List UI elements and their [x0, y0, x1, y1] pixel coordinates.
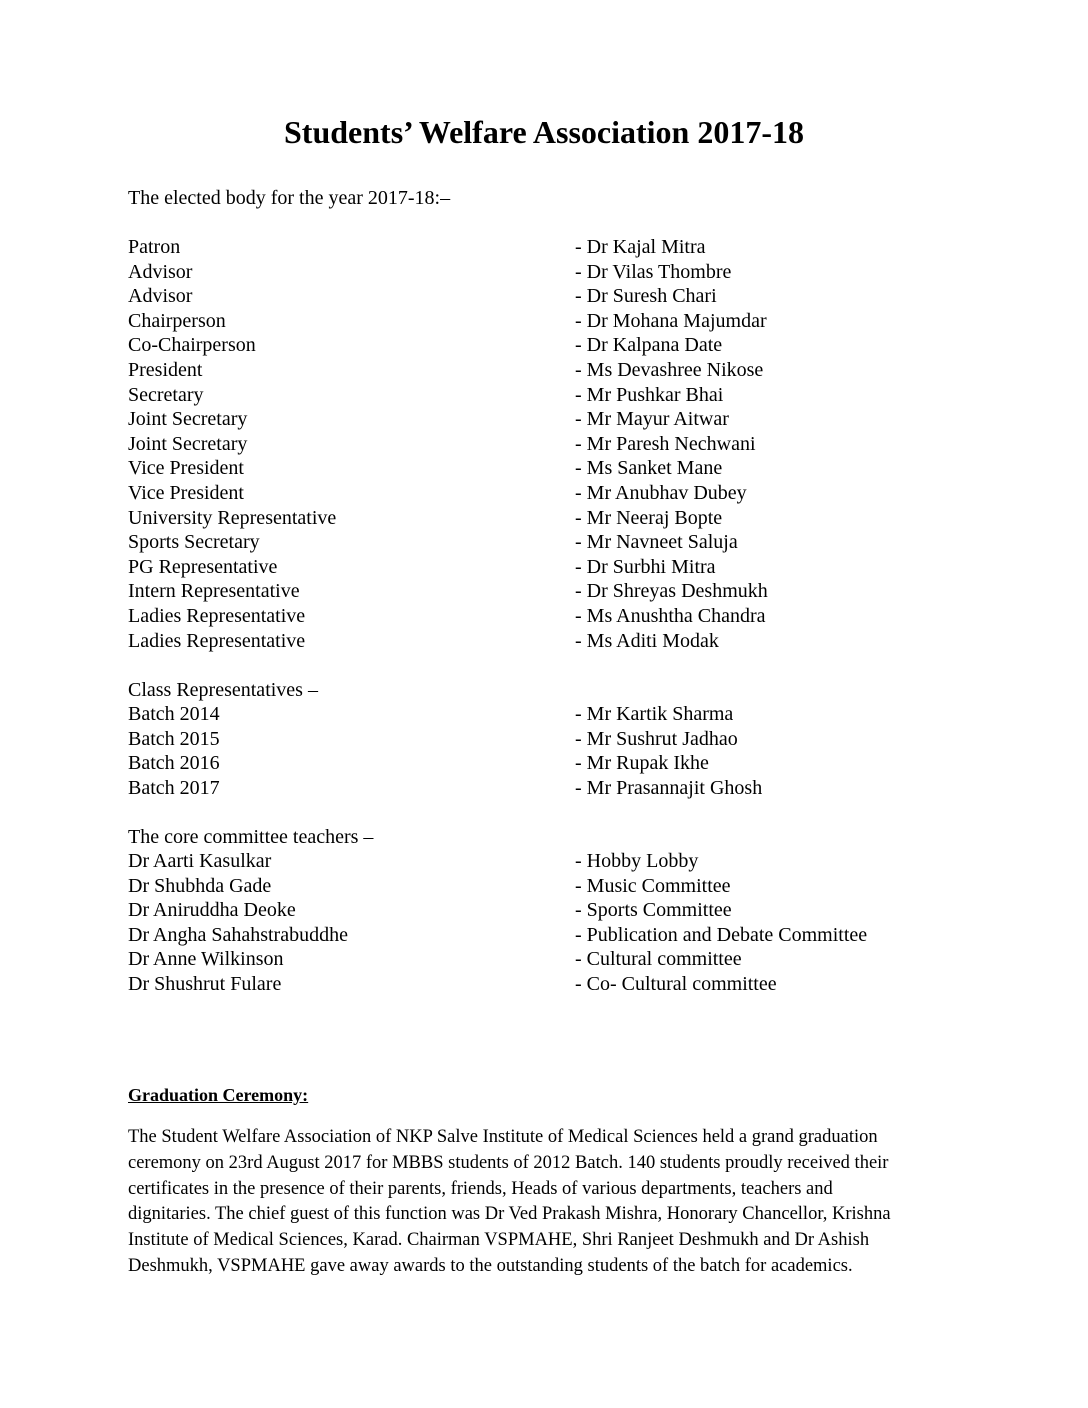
core-committee-list — [128, 849, 968, 997]
row-label: Dr Angha Sahahstrabuddhe — [128, 923, 348, 946]
list-row — [128, 284, 968, 309]
row-label: Patron — [128, 236, 181, 258]
row-label: Batch 2014 — [128, 703, 220, 725]
list-row — [128, 456, 968, 481]
row-value: - Ms Sanket Mane — [575, 457, 723, 480]
list-row — [128, 947, 968, 972]
row-label: Ladies Representative — [128, 629, 306, 652]
list-row — [128, 702, 968, 727]
row-label: Co-Chairperson — [128, 334, 256, 357]
row-label: President — [128, 358, 203, 381]
row-value: - Dr Kalpana Date — [575, 334, 723, 357]
list-row — [128, 432, 968, 457]
row-value: - Publication and Debate Committee — [575, 923, 868, 946]
list-row — [128, 923, 968, 948]
list-row — [128, 481, 968, 506]
row-label: Sports Secretary — [128, 531, 260, 554]
row-value: - Dr Surbhi Mitra — [575, 555, 716, 578]
row-label: Vice President — [128, 481, 244, 504]
list-row — [128, 898, 968, 923]
row-value: - Sports Committee — [575, 899, 732, 922]
list-row — [128, 506, 968, 531]
row-value: - Mr Prasannajit Ghosh — [575, 776, 763, 799]
row-label: Ladies Representative — [128, 604, 306, 627]
row-value: - Dr Shreyas Deshmukh — [575, 580, 768, 603]
core-committee-heading: The core committee teachers – — [128, 826, 374, 848]
row-value: - Mr Mayur Aitwar — [575, 408, 729, 431]
graduation-paragraph: The Student Welfare Association of NKP Salve Institute of Medical Sciences held a grand graduation ceremony on 23rd August 2017 for MBBS students of 2012 Batch. 140 students proudly received their certificates in the presence of their parents, friends, Heads of various departments, teachers and dignitaries. The chief guest of this function was Dr Ved Prakash Mishra, Honorary Chancellor, Krishna Institute of Medical Sciences, Karad. Chairman VSPMAHE, Shri Ranjeet Deshmukh and Dr Ashish Deshmukh, VSPMAHE gave away awards to the outstanding students of the batch for academics. — [128, 1127, 891, 1276]
row-label: PG Representative — [128, 555, 278, 578]
row-label: Dr Aniruddha Deoke — [128, 899, 296, 922]
row-label: Joint Secretary — [128, 408, 248, 431]
list-row — [128, 407, 968, 432]
row-value: - Mr Kartik Sharma — [575, 703, 734, 725]
row-value: - Dr Mohana Majumdar — [575, 309, 767, 332]
list-row — [128, 629, 968, 654]
intro-text: The elected body for the year 2017-18:– — [128, 187, 451, 209]
row-value: - Dr Suresh Chari — [575, 285, 717, 308]
list-row — [128, 383, 968, 408]
list-row — [128, 579, 968, 604]
row-label: Secretary — [128, 383, 204, 406]
row-label: Dr Aarti Kasulkar — [128, 850, 272, 872]
row-label: Dr Shushrut Fulare — [128, 972, 282, 995]
row-value: - Dr Vilas Thombre — [575, 260, 732, 283]
class-reps-heading: Class Representatives – — [128, 679, 318, 701]
row-label: Intern Representative — [128, 580, 300, 603]
list-row — [128, 358, 968, 383]
row-value: - Ms Devashree Nikose — [575, 358, 764, 381]
list-row — [128, 235, 968, 260]
page-title: Students’ Welfare Association 2017-18 — [283, 114, 804, 150]
row-value: - Ms Anushtha Chandra — [575, 604, 766, 627]
row-label: Dr Shubhda Gade — [128, 874, 272, 897]
row-value: - Co- Cultural committee — [575, 972, 777, 995]
row-value: - Hobby Lobby — [575, 850, 699, 872]
row-label: University Representative — [128, 506, 337, 529]
row-value: - Dr Kajal Mitra — [575, 236, 706, 258]
list-row — [128, 309, 968, 334]
row-value: - Cultural committee — [575, 948, 742, 971]
row-value: - Music Committee — [575, 874, 731, 897]
list-row — [128, 751, 968, 776]
list-row — [128, 874, 968, 899]
list-row — [128, 260, 968, 285]
row-label: Advisor — [128, 260, 193, 283]
row-label: Dr Anne Wilkinson — [128, 948, 284, 971]
row-value: - Mr Paresh Nechwani — [575, 432, 756, 455]
elected-body-list — [128, 235, 968, 653]
class-reps-list — [128, 702, 968, 800]
row-value: - Mr Sushrut Jadhao — [575, 727, 738, 750]
list-row — [128, 333, 968, 358]
row-label: Batch 2015 — [128, 727, 220, 750]
row-value: - Mr Pushkar Bhai — [575, 383, 724, 406]
row-label: Advisor — [128, 285, 193, 308]
list-row — [128, 727, 968, 752]
graduation-heading: Graduation Ceremony: — [128, 1085, 309, 1105]
list-row — [128, 776, 968, 801]
list-row — [128, 604, 968, 629]
row-value: - Mr Neeraj Bopte — [575, 506, 723, 529]
row-value: - Mr Anubhav Dubey — [575, 481, 747, 504]
row-value: - Ms Aditi Modak — [575, 629, 719, 652]
row-label: Batch 2016 — [128, 752, 220, 775]
row-value: - Mr Navneet Saluja — [575, 531, 738, 554]
row-label: Joint Secretary — [128, 432, 248, 455]
row-label: Batch 2017 — [128, 776, 220, 799]
list-row — [128, 555, 968, 580]
row-label: Vice President — [128, 457, 244, 480]
row-label: Chairperson — [128, 309, 226, 332]
list-row — [128, 972, 968, 997]
list-row — [128, 849, 968, 874]
row-value: - Mr Rupak Ikhe — [575, 752, 709, 775]
list-row — [128, 530, 968, 555]
